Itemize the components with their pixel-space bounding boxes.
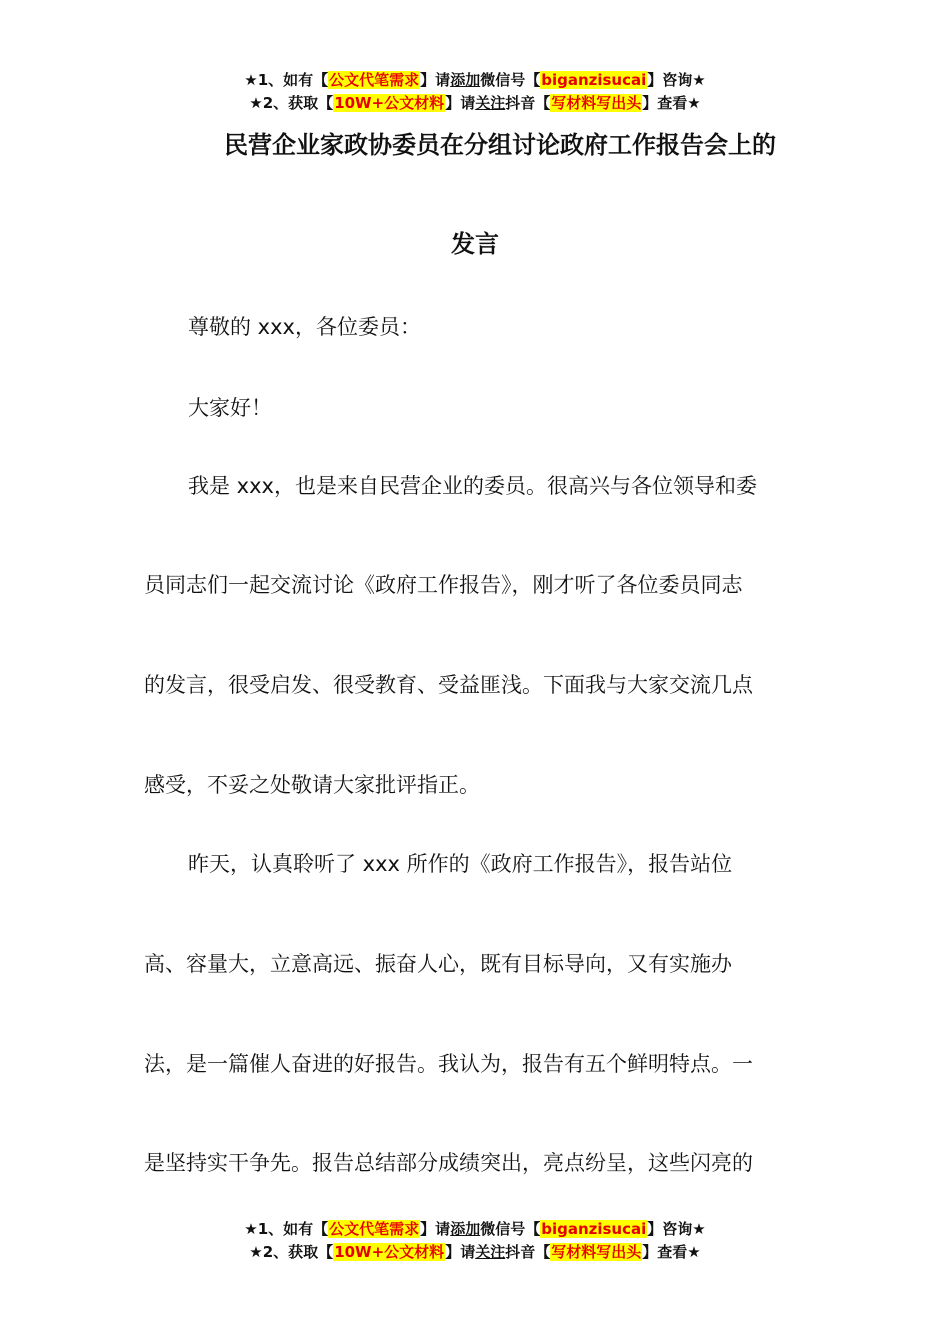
document-title-line-2: 发言 xyxy=(451,230,499,258)
banner-line-2: ★2、获取【10W+公文材料】请关注抖音【写材料写出头】查看★ xyxy=(249,94,701,112)
underlined-add: 添加 xyxy=(450,1220,481,1238)
underlined-follow: 关注 xyxy=(475,1243,506,1261)
banner-line-1: ★1、如有【公文代笔需求】请添加微信号【biganzisucai】咨询★ xyxy=(244,1220,706,1238)
body-line: 是坚持实干争先。报告总结部分成绩突出，亮点纷呈，这些闪亮的 xyxy=(144,1151,753,1175)
body-line: 我是 xxx，也是来自民营企业的委员。很高兴与各位领导和委 xyxy=(188,474,757,498)
body-line: 高、容量大，立意高远、振奋人心，既有目标导向，又有实施办 xyxy=(144,952,732,976)
body-line: 昨天，认真聆听了 xxx 所作的《政府工作报告》，报告站位 xyxy=(188,852,733,876)
highlight-douyin-account: 写材料写出头 xyxy=(551,94,642,112)
highlight-materials: 10W+公文材料 xyxy=(334,94,445,112)
body-line: 的发言，很受启发、很受教育、受益匪浅。下面我与大家交流几点 xyxy=(144,673,753,697)
highlight-materials: 10W+公文材料 xyxy=(334,1243,445,1261)
body-line: 员同志们一起交流讨论《政府工作报告》，刚才听了各位委员同志 xyxy=(144,573,743,597)
underlined-add: 添加 xyxy=(450,71,481,89)
highlight-wechat-id: biganzisucai xyxy=(541,71,647,89)
banner-line-2: ★2、获取【10W+公文材料】请关注抖音【写材料写出头】查看★ xyxy=(249,1243,701,1261)
salutation: 尊敬的 xxx，各位委员： xyxy=(188,315,421,339)
header-banner xyxy=(0,69,950,115)
footer-banner xyxy=(0,1218,950,1264)
banner-line-1: ★1、如有【公文代笔需求】请添加微信号【biganzisucai】咨询★ xyxy=(244,71,706,89)
underlined-follow: 关注 xyxy=(475,94,506,112)
greeting: 大家好！ xyxy=(188,396,272,420)
body-line: 法，是一篇催人奋进的好报告。我认为，报告有五个鲜明特点。一 xyxy=(144,1052,753,1076)
highlight-service: 公文代笔需求 xyxy=(329,1220,420,1238)
highlight-service: 公文代笔需求 xyxy=(329,71,420,89)
body-line: 感受，不妥之处敬请大家批评指正。 xyxy=(144,773,480,797)
highlight-douyin-account: 写材料写出头 xyxy=(551,1243,642,1261)
document-title-line-1: 民营企业家政协委员在分组讨论政府工作报告会上的 xyxy=(224,131,776,159)
highlight-wechat-id: biganzisucai xyxy=(541,1220,647,1238)
